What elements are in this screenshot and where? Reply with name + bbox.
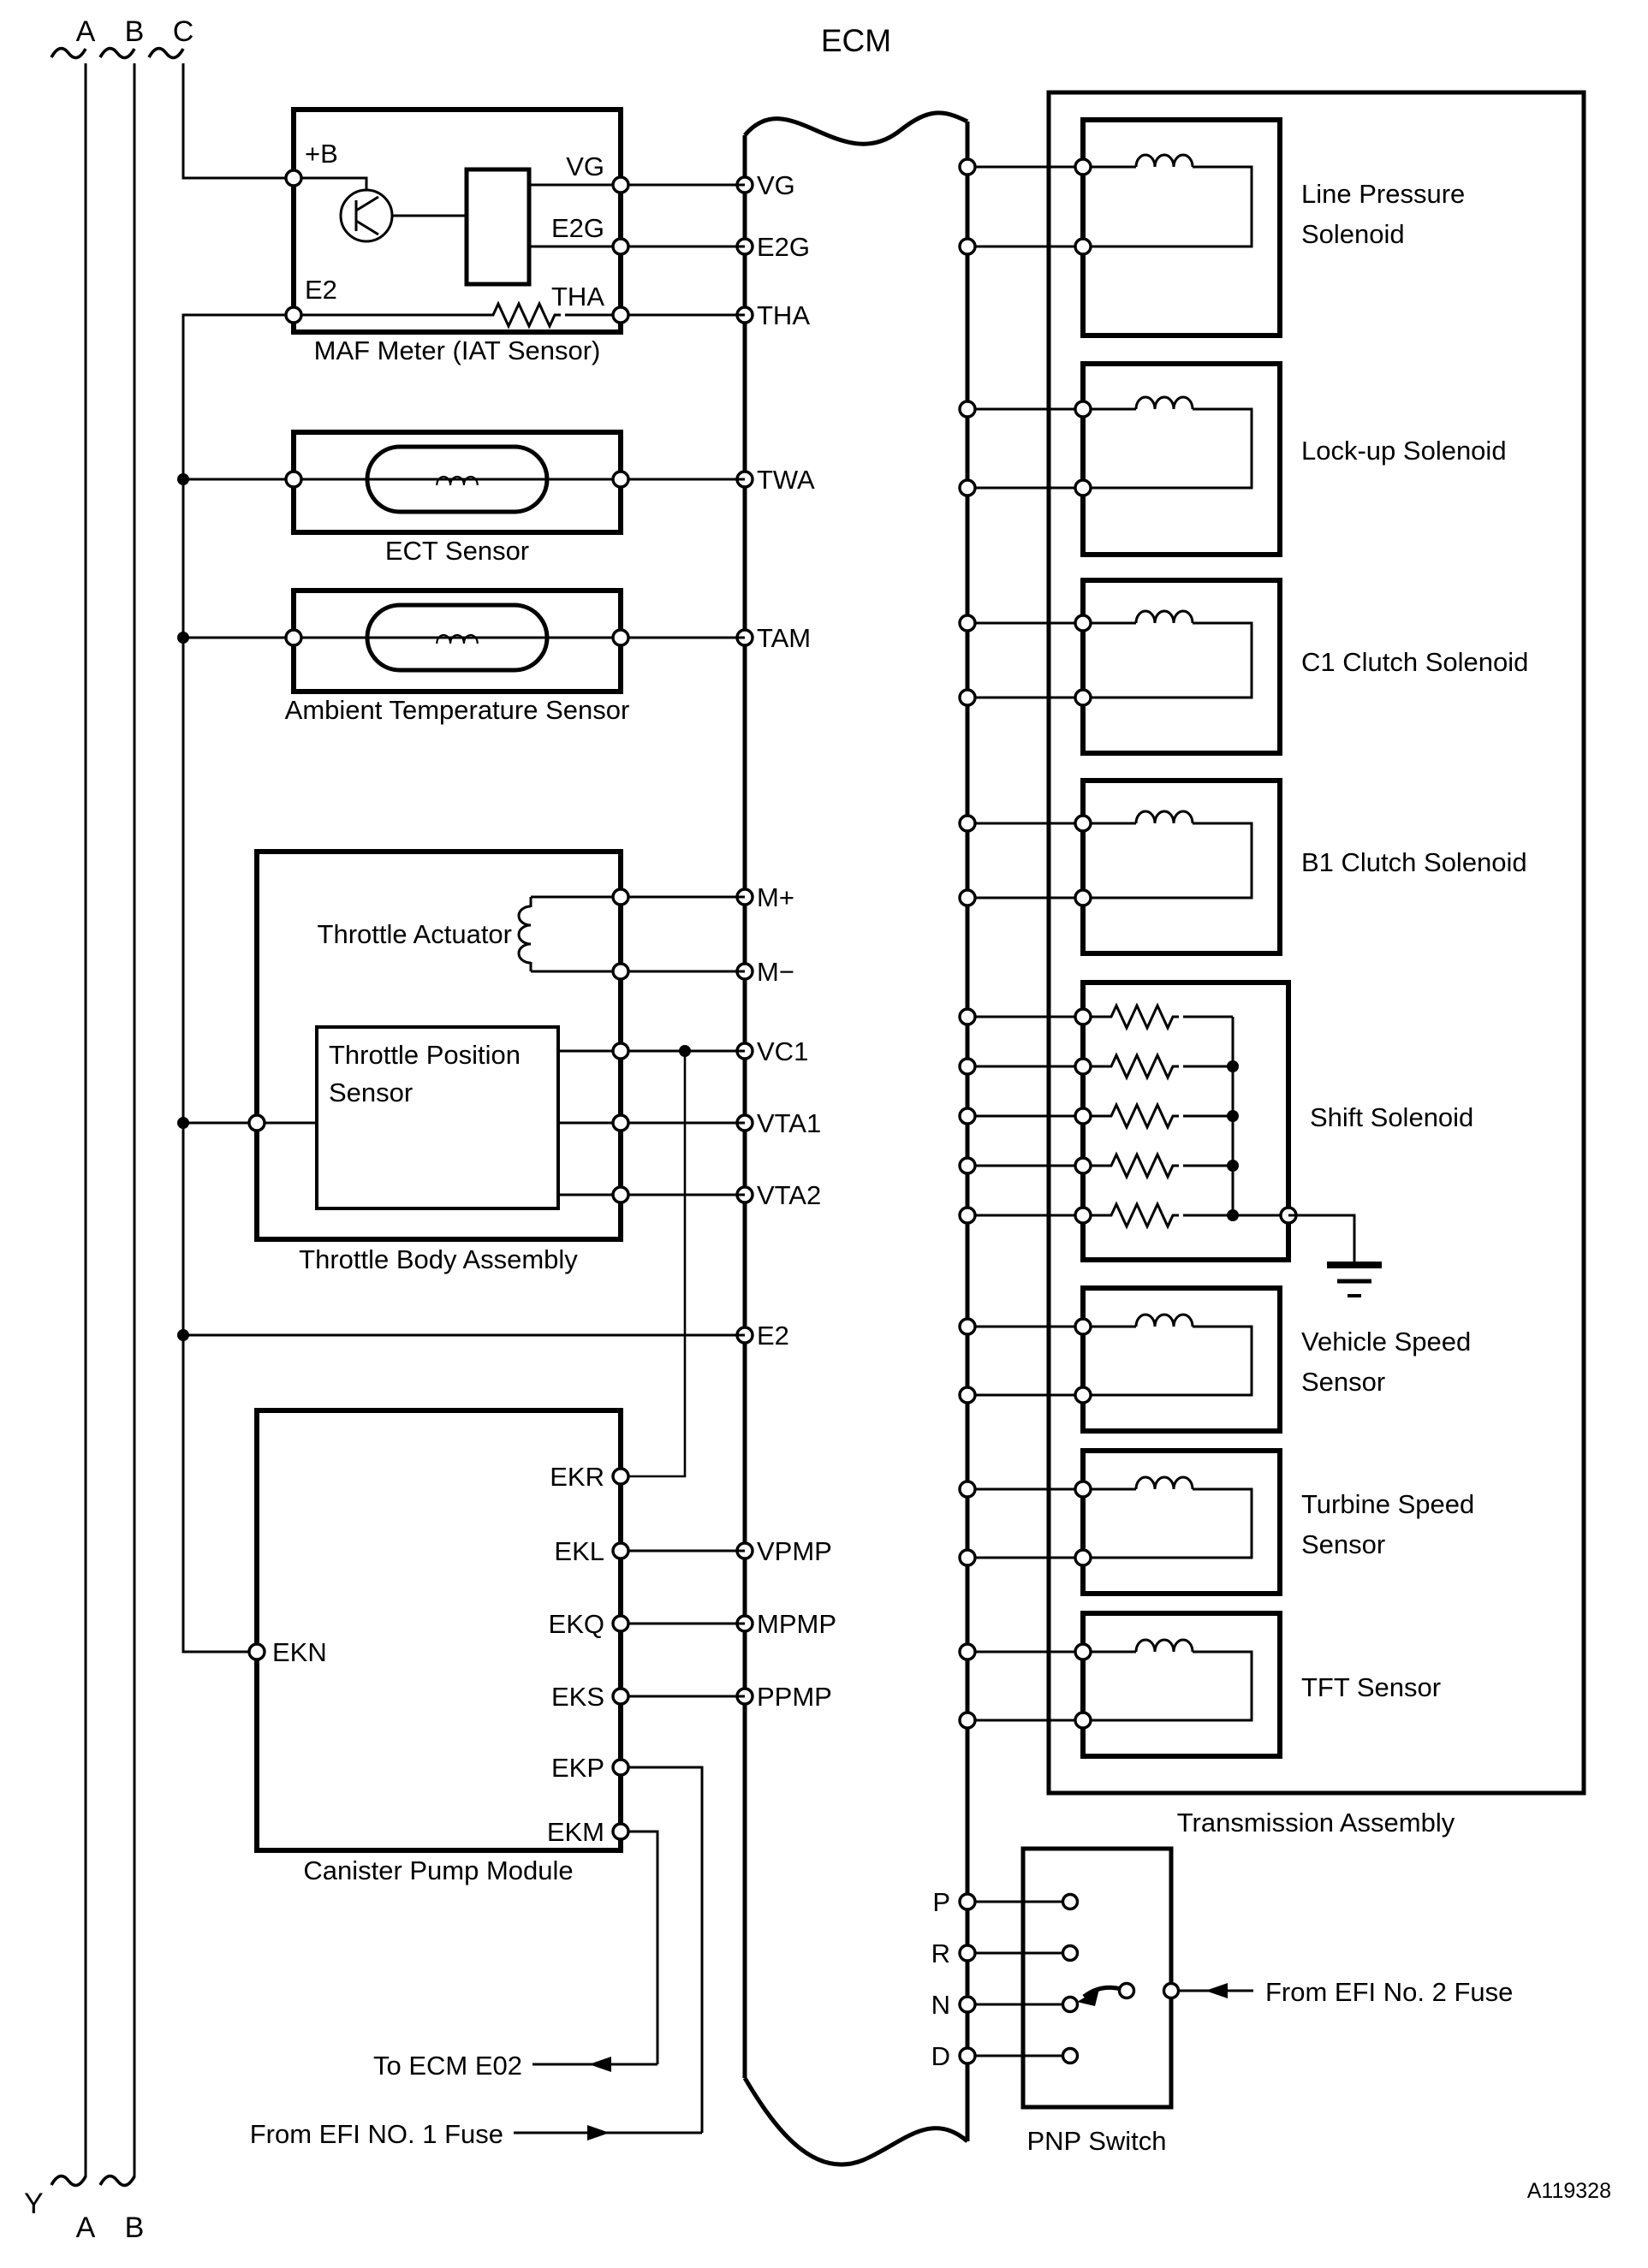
- coil-icon: [519, 906, 531, 963]
- canister-pin-ekl: EKL: [554, 1536, 604, 1566]
- coil-icon: [1136, 1640, 1193, 1652]
- ecm-pin-vta1: VTA1: [757, 1108, 822, 1138]
- terminal: [613, 1760, 628, 1775]
- coil-return-wire: [1083, 1652, 1252, 1720]
- canister-caption: Canister Pump Module: [303, 1855, 574, 1885]
- maf-caption: MAF Meter (IAT Sensor): [313, 335, 601, 365]
- canister-pin-ekq: EKQ: [548, 1609, 604, 1639]
- terminal: [286, 630, 301, 645]
- ambient-temperature-sensor: [183, 591, 745, 725]
- throttle-body-caption: Throttle Body Assembly: [299, 1244, 578, 1274]
- vehicle-speed-sensor: [960, 1288, 1471, 1431]
- from-efi-no1-fuse-label: From EFI NO. 1 Fuse: [249, 2119, 503, 2149]
- ecm-pin-vg: VG: [757, 170, 795, 200]
- ecm-module: [737, 23, 967, 2164]
- to-ecm-e02-label: To ECM E02: [372, 2051, 522, 2081]
- coil-icon: [1136, 811, 1193, 823]
- terminal: [613, 307, 628, 323]
- terminal: [286, 170, 301, 186]
- throttle-body-assembly: [183, 852, 745, 1274]
- device-label: Solenoid: [1301, 219, 1405, 249]
- ecm-pin-ppmp: PPMP: [757, 1682, 832, 1712]
- ekp-drop-wire: [621, 1767, 702, 2133]
- arrow-left-icon: [1205, 1983, 1228, 1998]
- terminal: [249, 1115, 265, 1131]
- maf-pin-e2: E2: [305, 275, 337, 305]
- coil-icon: [1136, 155, 1193, 167]
- lockup-solenoid: [960, 364, 1507, 555]
- terminal: [613, 1043, 628, 1059]
- ecm-pin-e2g: E2G: [757, 232, 811, 262]
- terminal: [249, 1644, 265, 1659]
- ecm-pin-m-minus: M−: [757, 957, 794, 987]
- terminal: [613, 1187, 628, 1202]
- coil-return-wire: [1083, 167, 1252, 246]
- ecm-pin-mpmp: MPMP: [757, 1609, 836, 1639]
- rail-label-a-top: A: [75, 15, 96, 48]
- transistor-icon: [294, 178, 467, 241]
- coil-return-wire: [1083, 823, 1252, 898]
- rail-label-b-bottom: B: [124, 2212, 145, 2244]
- terminal: [613, 1543, 628, 1559]
- rail-label-b-top: B: [124, 15, 145, 48]
- rail-label-a-bottom: A: [75, 2212, 96, 2244]
- coil-return-wire: [1083, 1327, 1252, 1395]
- ecm-pin-vc1: VC1: [757, 1036, 809, 1066]
- device-label: Turbine Speed: [1301, 1489, 1475, 1519]
- maf-pin-plus-b: +B: [305, 139, 338, 169]
- canister-pin-ekr: EKR: [550, 1462, 604, 1492]
- ect-sensor: [183, 432, 745, 566]
- contact: [1063, 1946, 1078, 1961]
- terminal: [613, 1469, 628, 1484]
- device-label: Lock-up Solenoid: [1301, 436, 1507, 466]
- break-symbol: [100, 2176, 134, 2186]
- maf-meter: [286, 110, 745, 365]
- device-label: Line Pressure: [1301, 179, 1466, 209]
- coil-icon: [1136, 397, 1193, 409]
- device-label: B1 Clutch Solenoid: [1301, 847, 1527, 877]
- terminal: [613, 1689, 628, 1704]
- throttle-actuator: [318, 897, 745, 971]
- ecm-pin-e2: E2: [757, 1321, 789, 1351]
- terminal: [613, 1616, 628, 1631]
- ecm-top-break-wave: [745, 113, 967, 144]
- pnp-switch: [931, 1849, 1514, 2156]
- break-symbol: [100, 49, 134, 58]
- throttle-actuator-label: Throttle Actuator: [317, 919, 512, 949]
- transmission-assembly: [960, 92, 1584, 1838]
- tps-label-line1: Throttle Position: [329, 1040, 521, 1070]
- coil-icon: [437, 477, 478, 485]
- line-pressure-solenoid: [960, 120, 1465, 335]
- tha-wire-with-iat-resistor: [294, 304, 745, 326]
- ambient-caption: Ambient Temperature Sensor: [284, 695, 630, 725]
- from-efi-no2-fuse-label: From EFI No. 2 Fuse: [1265, 1977, 1514, 2007]
- device-label: TFT Sensor: [1301, 1672, 1442, 1702]
- tft-sensor: [960, 1613, 1441, 1756]
- ecm-pin-m-plus: M+: [757, 882, 794, 912]
- break-symbol: [51, 49, 86, 58]
- transmission-caption: Transmission Assembly: [1176, 1808, 1455, 1838]
- coil-return-wire: [1083, 623, 1252, 698]
- arrow-right-icon: [587, 2125, 610, 2140]
- contact: [1063, 1998, 1078, 2012]
- pnp-box: [1023, 1849, 1171, 2107]
- canister-pin-eks: EKS: [550, 1682, 604, 1712]
- terminal: [613, 630, 628, 645]
- canister-pin-ekp: EKP: [550, 1753, 604, 1783]
- ecm-bottom-break-wave: [745, 2078, 967, 2164]
- arrow-left-icon: [589, 2057, 611, 2072]
- pnp-position-p: P: [932, 1887, 950, 1917]
- device-label: Sensor: [1301, 1367, 1386, 1397]
- canister-pin-ekn: EKN: [272, 1637, 327, 1667]
- contact: [1164, 1984, 1179, 1998]
- maf-pin-tha: THA: [551, 282, 604, 312]
- terminal: [613, 1115, 628, 1131]
- terminal: [613, 177, 628, 193]
- ecm-title: ECM: [820, 23, 892, 58]
- terminal: [286, 472, 301, 487]
- coil-return-wire: [1083, 409, 1252, 488]
- resistor-icon: [488, 304, 561, 326]
- pnp-position-d: D: [931, 2041, 950, 2071]
- pnp-switch-arm: [1077, 1984, 1179, 2007]
- pnp-position-n: N: [931, 1990, 950, 2020]
- junction-dot: [679, 1045, 691, 1057]
- ecm-pin-vpmp: VPMP: [757, 1536, 832, 1566]
- coil-icon: [437, 635, 478, 644]
- contact: [1063, 1895, 1078, 1909]
- terminal: [613, 964, 628, 979]
- maf-pin-e2g: E2G: [550, 213, 604, 243]
- rail-label-y-bottom: Y: [24, 2188, 44, 2220]
- ect-caption: ECT Sensor: [384, 536, 530, 566]
- ekr-to-vc1-link: [621, 1051, 685, 1476]
- pnp-caption: PNP Switch: [1026, 2126, 1167, 2156]
- ekm-drop-wire: [621, 1832, 657, 2064]
- ecm-pin-tam: TAM: [757, 623, 812, 653]
- terminal: [613, 889, 628, 905]
- maf-pin-vg: VG: [566, 151, 604, 181]
- coil-icon: [1136, 1477, 1193, 1489]
- ecm-pin-tha: THA: [757, 300, 810, 330]
- canister-pin-ekm: EKM: [546, 1817, 604, 1847]
- break-symbol: [149, 49, 183, 58]
- contact: [1063, 2049, 1078, 2063]
- coil-return-wire: [1083, 1489, 1252, 1558]
- shift-solenoid: [960, 983, 1473, 1296]
- break-symbol: [51, 2176, 86, 2186]
- rail-label-c-top: C: [172, 15, 194, 48]
- terminal: [613, 239, 628, 254]
- device-label: Vehicle Speed: [1301, 1327, 1472, 1357]
- terminal: [613, 1824, 628, 1839]
- terminal: [286, 307, 301, 323]
- tps-label-line2: Sensor: [329, 1078, 413, 1107]
- figure-code: A119328: [1526, 2179, 1611, 2203]
- ecm-pin-twa: TWA: [757, 465, 815, 495]
- device-label: C1 Clutch Solenoid: [1301, 647, 1529, 677]
- from-efi-no2-fuse-feed: [1179, 1977, 1513, 2007]
- coil-icon: [1136, 1315, 1193, 1327]
- device-box: [1083, 983, 1288, 1260]
- flow-sensing-element-icon: [467, 169, 529, 284]
- throttle-position-sensor: [183, 1027, 745, 1208]
- rail-c-line-to-plus-b: [183, 63, 294, 178]
- terminal: [613, 472, 628, 487]
- e2-bus-line: [183, 315, 294, 1652]
- pnp-position-r: R: [931, 1938, 950, 1968]
- c1-clutch-solenoid: [960, 580, 1528, 753]
- device-label: Shift Solenoid: [1310, 1102, 1474, 1132]
- e2-ground-bus: [177, 315, 294, 1652]
- shift-solenoid-resistor-rows: [967, 1006, 1288, 1226]
- ground-icon: [1288, 1215, 1382, 1296]
- b1-clutch-solenoid: [960, 781, 1527, 953]
- contact: [1120, 1984, 1134, 1998]
- ecm-pin-vta2: VTA2: [757, 1180, 822, 1210]
- coil-icon: [1136, 611, 1193, 623]
- device-label: Sensor: [1301, 1529, 1386, 1559]
- external-links: [250, 2051, 702, 2149]
- turbine-speed-sensor: [960, 1451, 1474, 1594]
